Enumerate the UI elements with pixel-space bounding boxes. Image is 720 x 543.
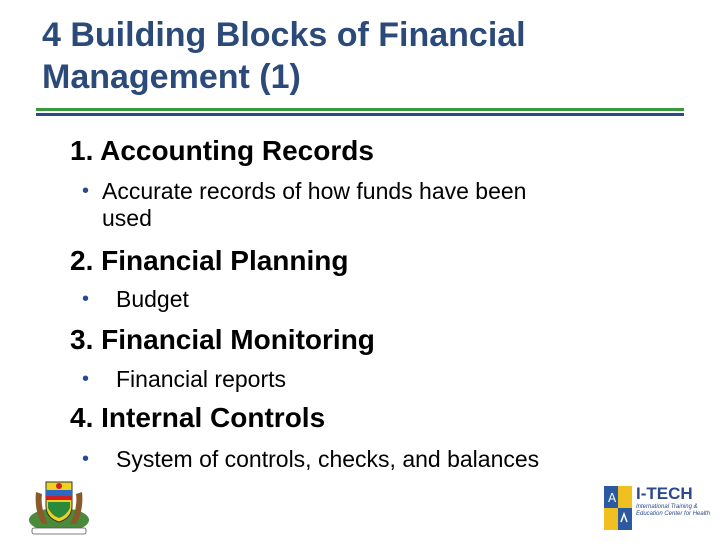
coat-of-arms-logo [26,472,92,538]
heading-internal-controls: 4. Internal Controls [70,402,326,433]
title-line-1: 4 Building Blocks of Financial [42,16,526,54]
slide-title [42,14,682,98]
bullet-dot-icon: • [82,368,90,390]
bullet-text: used [102,205,152,231]
title-rule-green [36,108,684,111]
bullet-text: Accurate records of how funds have been [102,178,527,204]
heading-financial-monitoring: 3. Financial Monitoring [70,324,375,355]
itech-logo [604,484,716,534]
heading-financial-planning: 2. Financial Planning [70,245,349,276]
bullet-text: System of controls, checks, and balances [116,446,540,472]
title-rule-blue [36,113,684,116]
bullet-text: Budget [116,286,189,312]
bullet-text: Financial reports [116,366,287,392]
heading-accounting-records: 1. Accounting Records [70,135,374,166]
bullet-dot-icon: • [82,288,90,310]
bullet-dot-icon: • [82,448,90,470]
itech-tagline: International Training & Education Center for Health [636,504,711,517]
title-line-2: Management (1) [42,58,301,96]
itech-name: I-TECH [636,484,693,503]
svg-text:A: A [608,491,617,505]
bullet-dot-icon: • [82,180,90,202]
